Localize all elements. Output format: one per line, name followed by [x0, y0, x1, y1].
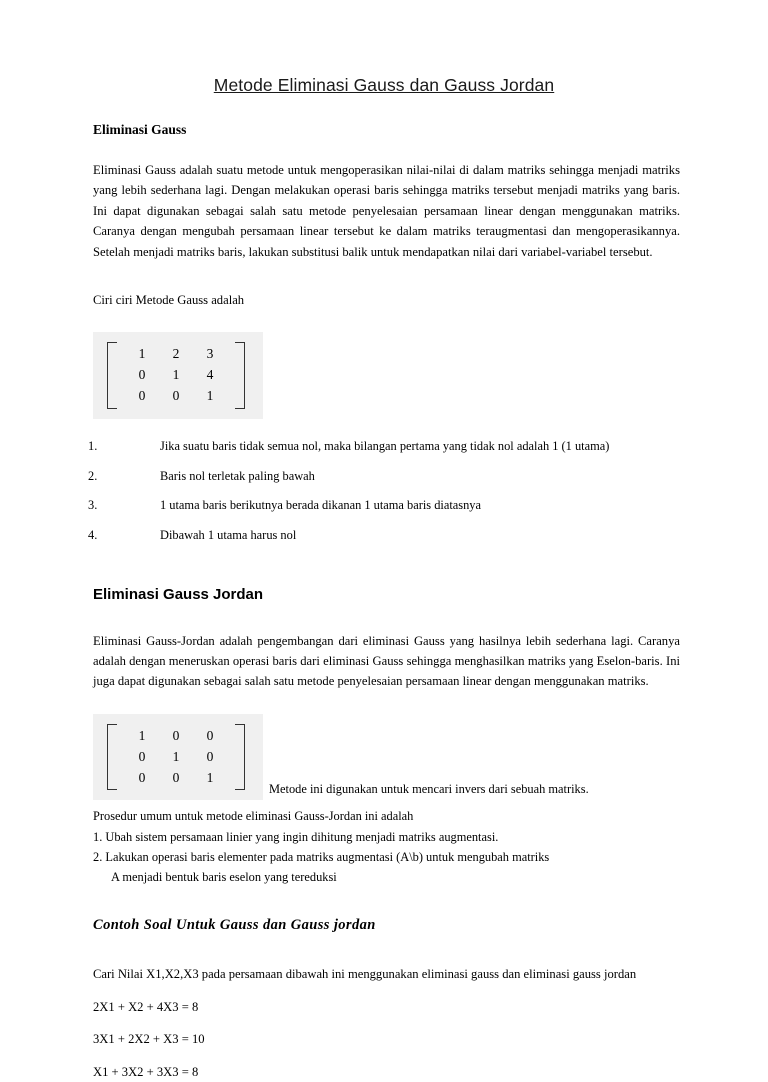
matrix-cell: 1 — [172, 748, 180, 764]
page-title: Metode Eliminasi Gauss dan Gauss Jordan — [213, 75, 555, 95]
equation-line: 3X1 + 2X2 + X3 = 10 — [93, 1032, 205, 1047]
list-item — [88, 437, 680, 456]
paragraph-eliminasi-gauss: Eliminasi Gauss adalah suatu metode untuk mengoperasikan nilai-nilai di dalam matriks sehingga menjadi matriks yang lebih sederhana lagi. Dengan melakukan operasi baris sehingga matriks tersebut menjadi matriks yang baris. Ini dapat digunakan sebagai salah satu metode penyelesaian persamaan linear dengan menggunakan matriks. Caranya dengan mengubah persamaan linear tersebut ke dalam matriks teraugmentasi dan mengoperasikannya. Setelah menjadi matriks baris, lakukan substitusi balik untuk mendapatkan nilai dari variabel-variabel tersebut. — [93, 163, 680, 259]
list-item-marker: 3. — [88, 498, 98, 513]
section-heading-eliminasi-gauss-jordan: Eliminasi Gauss Jordan — [93, 585, 264, 603]
matrix-row — [125, 386, 227, 407]
prosedur-substep: A menjadi bentuk baris eselon yang tereduksi — [111, 869, 337, 884]
matrix-cell: 1 — [138, 727, 146, 743]
list-item — [88, 526, 680, 545]
matrix-row — [125, 365, 227, 386]
matrix-cell: 0 — [138, 769, 146, 785]
matrix-bracket-right-icon — [235, 724, 245, 791]
matrix-cell: 4 — [206, 367, 214, 383]
matrix-cell: 3 — [206, 346, 214, 362]
matrix-bracket-right-icon — [235, 342, 245, 409]
matrix-cell: 1 — [172, 367, 180, 383]
matrix-cell: 0 — [172, 727, 180, 743]
paragraph-eliminasi-gauss-jordan: Eliminasi Gauss-Jordan adalah pengembangan dari eliminasi Gauss yang hasilnya lebih sederhana lagi. Caranya adalah dengan meneruskan operasi baris dari eliminasi Gauss sehingga menghasilkan matriks yang Eselon-baris. Ini juga dapat digunakan sebagai salah satu metode penyelesaian persamaan linear dengan menggunakan matriks. — [93, 633, 680, 689]
list-item-label: Dibawah 1 utama harus nol — [160, 527, 297, 542]
prosedur-step: 2. Lakukan operasi baris elementer pada matriks augmentasi (A\b) untuk mengubah matriks — [93, 849, 550, 864]
matrix-bracket-left-icon — [107, 724, 117, 791]
list-item-label: Baris nol terletak paling bawah — [160, 468, 315, 483]
matrix-gauss-jordan — [93, 714, 263, 801]
ciri-intro-text: Ciri ciri Metode Gauss adalah — [93, 292, 245, 307]
matrix-cell: 0 — [206, 727, 214, 743]
matrix-cell: 0 — [172, 388, 180, 404]
list-item — [88, 467, 680, 486]
matrix-cell: 0 — [138, 367, 146, 383]
section-heading-contoh-soal: Contoh Soal Untuk Gauss dan Gauss jordan — [93, 916, 376, 933]
prosedur-intro: Prosedur umum untuk metode eliminasi Gauss-Jordan ini adalah — [93, 809, 414, 824]
matrix-row — [125, 768, 227, 789]
matrix-row — [125, 726, 227, 747]
matrix-row — [125, 344, 227, 365]
list-item-marker: 4. — [88, 527, 98, 542]
matrix-cell: 0 — [172, 769, 180, 785]
matrix-cell: 1 — [206, 769, 214, 785]
list-item-label: Jika suatu baris tidak semua nol, maka bilangan pertama yang tidak nol adalah 1 (1 utama) — [160, 439, 610, 454]
ciri-list — [88, 437, 680, 544]
list-item — [88, 496, 680, 515]
matrix-row — [125, 747, 227, 768]
matrix-gauss — [93, 332, 263, 419]
matrix-caption: Metode ini digunakan untuk mencari invers dari sebuah matriks. — [269, 782, 589, 797]
matrix-cell: 1 — [206, 388, 214, 404]
matrix-bracket-left-icon — [107, 342, 117, 409]
list-item-label: 1 utama baris berikutnya berada dikanan 1 utama baris diatasnya — [160, 498, 482, 513]
list-item-marker: 2. — [88, 468, 98, 483]
equation-line: 2X1 + X2 + 4X3 = 8 — [93, 999, 199, 1014]
prosedur-step: 1. Ubah sistem persamaan linier yang ingin dihitung menjadi matriks augmentasi. — [93, 829, 499, 844]
equation-line: X1 + 3X2 + 3X3 = 8 — [93, 1065, 199, 1080]
matrix-cell: 2 — [172, 346, 180, 362]
matrix-cell: 0 — [206, 748, 214, 764]
matrix-cell: 1 — [138, 346, 146, 362]
matrix-cell: 0 — [138, 388, 146, 404]
matrix-cell: 0 — [138, 748, 146, 764]
section-heading-eliminasi-gauss: Eliminasi Gauss — [93, 122, 187, 137]
list-item-marker: 1. — [88, 439, 98, 454]
contoh-intro: Cari Nilai X1,X2,X3 pada persamaan dibawah ini menggunakan eliminasi gauss dan eliminasi gauss jordan — [93, 966, 637, 981]
